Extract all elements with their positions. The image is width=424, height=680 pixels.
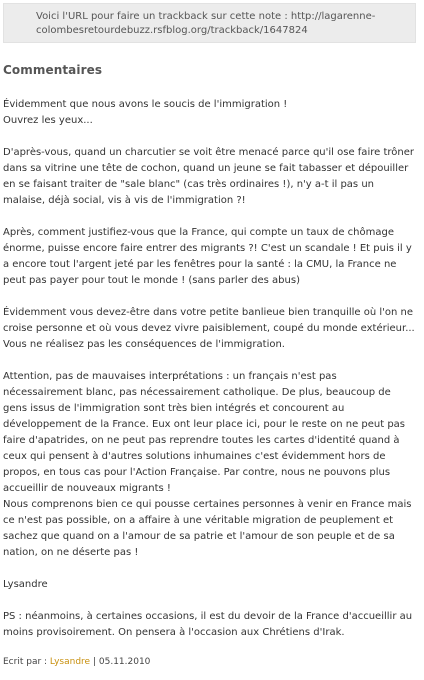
comment-paragraph-2: D'après-vous, quand un charcutier se voit être menacé parce qu'il ose faire trôner dans sa vitrine une tête de cochon, quand un jeune se fait tabasser et dépouiller en se faisant traiter de "sale blanc" (cas très ordinaires !), n'y a-t il pas un malaise, déjà social, vis à vis de l'immigration ?! (3, 147, 414, 206)
comment-signature: Lysandre (3, 579, 48, 590)
trackback-text: Voici l'URL pour faire un trackback sur cette note : (36, 11, 291, 22)
comment-postscript: PS : néanmoins, à certaines occasions, il est du devoir de la France d'accueillir au moins provisoirement. On pensera à l'occasion aux Chrétiens d'Irak. (3, 611, 413, 638)
written-by-label: Ecrit par : (3, 657, 50, 667)
meta-separator: | (90, 657, 99, 667)
trackback-url: http://lagarenne-colombesretourdebuzz.rsfblog.org/trackback/1647824 (36, 11, 376, 36)
trackback-box (3, 3, 416, 43)
comment (3, 97, 417, 649)
comment-paragraph-5: Attention, pas de mauvaises interprétations : un français n'est pas nécessairement blanc, pas nécessairement catholique. De plus, beaucoup de gens issus de l'immigration sont très bien intégrés et concourent au développement de la France. Eux ont leur place ici, pour le reste on ne peut pas faire d'apatrides, on ne peut pas reprendre toutes les cartes d'identité quand à ceux qui pensent à d'autres solutions inhumaines c'est évidemment hors de propos, en tous cas pour l'Action Française. Par contre, nous ne pouvons plus accueillir de nouveaux migrants ! Nous comprenons bien ce qui pousse certaines personnes à venir en France mais ce n'est pas possible, on a affaire à une véritable migration de peuplement et sachez que quand on a l'amour de sa patrie et l'amour de son peuple et de sa nation, on ne déserte pas ! (3, 371, 412, 558)
comment-meta (3, 656, 150, 668)
comment-paragraph-3: Après, comment justifiez-vous que la France, qui compte un taux de chômage énorme, puisse encore faire entrer des migrants ?! C'est un scandale ! Et puis il y a encore tout l'argent jeté par les fenêtres pour la santé : la CMU, la France ne peut pas payer pour tout le monde ! (sans parler des abus) (3, 227, 412, 286)
author-link[interactable]: Lysandre (49, 657, 91, 667)
comment-paragraph-1: Évidemment que nous avons le soucis de l'immigration ! Ouvrez les yeux... (3, 99, 288, 126)
comments-heading: Commentaires (3, 63, 103, 77)
comment-paragraph-4: Évidemment vous devez-être dans votre petite banlieue bien tranquille où l'on ne croise personne et où vous devez vivre paisiblement, coupé du monde extérieur... Vous ne réalisez pas les conséquences de l'immigration. (3, 307, 415, 350)
comment-date: 05.11.2010 (98, 657, 151, 667)
